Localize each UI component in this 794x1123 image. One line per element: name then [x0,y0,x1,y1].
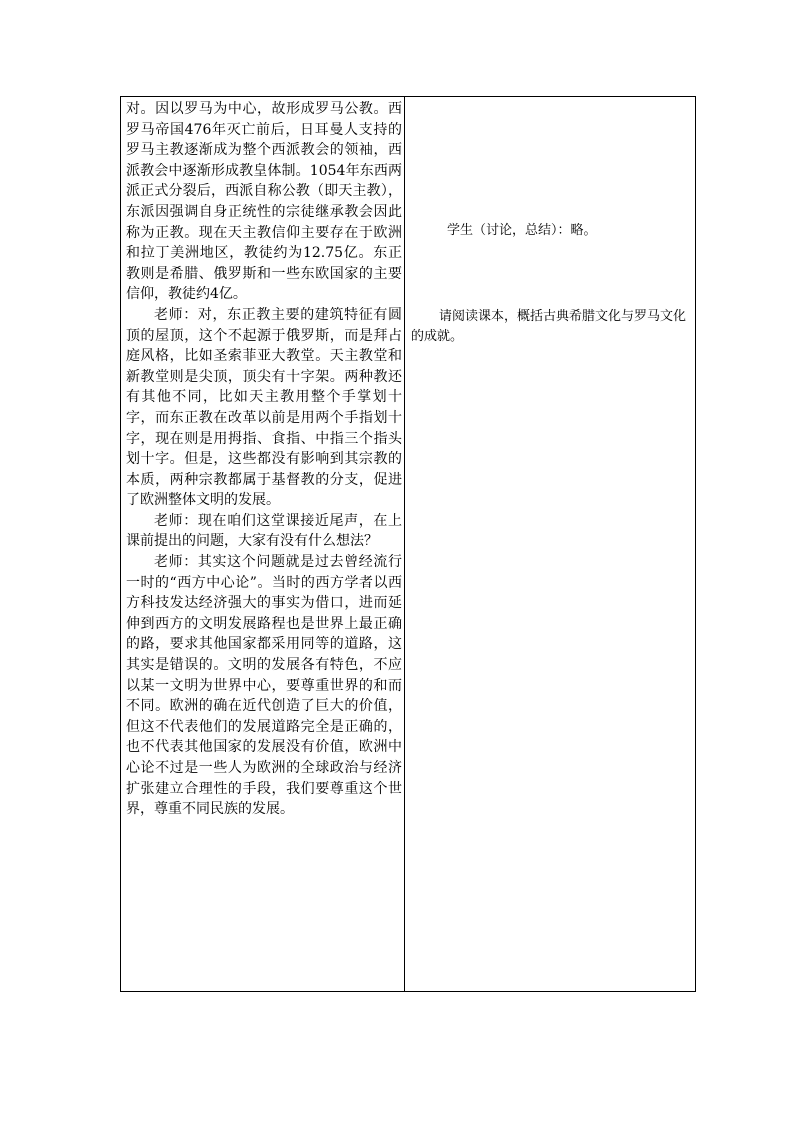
paragraph-church-history: 对。因以罗马为中心，故形成罗马公教。西罗马帝国476年灭亡前后，日耳曼人支持的罗马主教逐渐成为整个西派教会的领袖，西派教会中逐渐形成教皇体制。1054年东西两派正式分裂后，西派自称公教（即天主教），东派因强调自身正统性的宗徒继承教会因此称为正教。现在天主教信仰主要存在于欧洲和拉丁美洲地区，教徒约为12.75亿。东正教则是希腊、俄罗斯和一些东欧国家的主要信仰，教徒约4亿。 [126,101,402,303]
paragraph-western-centrism: 老师：其实这个问题就是过去曾经流行一时的“西方中心论”。当时的西方学者以西方科技发达经济强大的事实为借口，进而延伸到西方的文明发展路程也是世界上最正确的路，要求其他国家都采用同等的道路，这其实是错误的。文明的发展各有特色，不应以某一文明为世界中心，要尊重世界的和而不同。欧洲的确在近代创造了巨大的价值，但这不代表他们的发展道路完全是正确的，也不代表其他国家的发展没有价值，欧洲中心论不过是一些人为欧洲的全球政治与经济扩张建立合理性的手段，我们要尊重这个世界，尊重不同民族的发展。 [126,554,402,818]
reading-task-note: 请阅读课本，概括古典希腊文化与罗马文化的成就。 [411,309,687,344]
column-divider [404,97,405,991]
student-discussion-note: 学生（讨论，总结）：略。 [447,223,597,238]
paragraph-closing-question: 老师：现在咱们这堂课接近尾声，在上课前提出的问题，大家有没有什么想法？ [126,512,402,550]
lesson-table [120,96,696,992]
teacher-content-cell [126,99,402,820]
paragraph-orthodox-architecture: 老师：对，东正教主要的建筑特征有圆顶的屋顶，这个不起源于俄罗斯，而是拜占庭风格，比如圣索菲亚大教堂。天主教堂和新教堂则是尖顶，顶尖有十字架。两种教还有其他不同，比如天主教用整个手掌划十字，而东正教在改革以前是用两个手指划十字，现在则是用拇指、食指、中指三个指头划十字。但是，这些都没有影响到其宗教的本质，两种宗教都属于基督教的分支，促进了欧洲整体文明的发展。 [126,306,402,509]
